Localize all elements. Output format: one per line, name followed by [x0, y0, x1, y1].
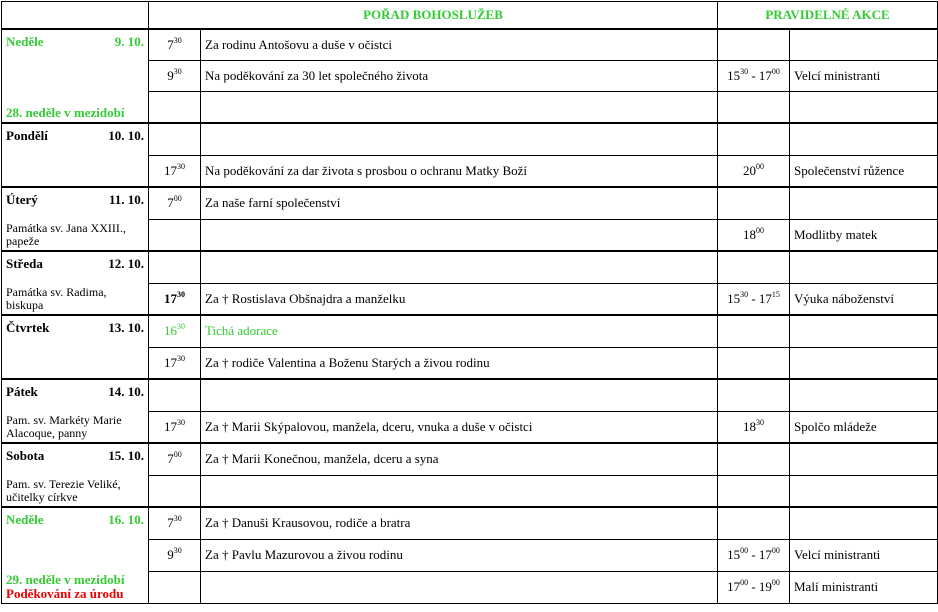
mass-intention: Za † Danuši Krausovou, rodiče a bratra [201, 507, 718, 539]
mass-time [149, 411, 201, 443]
day-name: Středa [6, 256, 43, 271]
sunday-note: 29. neděle v mezidobí [6, 571, 125, 587]
day-cell [2, 29, 149, 123]
mass-intention: Za † Pavlu Mazurovou a živou rodinu [201, 539, 718, 571]
mass-time-minute: 30 [177, 161, 185, 171]
event-from-hour: 18 [743, 226, 756, 242]
mass-intention [201, 379, 718, 411]
mass-schedule-title: POŘAD BOHOSLUŽEB [149, 2, 718, 30]
event-from-minute: 00 [756, 161, 764, 171]
day-cell [2, 123, 149, 187]
day-date: 15. 10. [108, 448, 144, 463]
mass-time-hour: 16 [164, 323, 177, 339]
day-name: Neděle [6, 34, 44, 49]
mass-time-hour: 17 [164, 290, 177, 306]
event-name [790, 251, 938, 283]
event-time [718, 60, 790, 91]
day-date: 10. 10. [108, 128, 144, 143]
schedule-row [2, 123, 938, 155]
mass-intention [201, 91, 718, 123]
mass-intention [201, 219, 718, 251]
day-date: 11. 10. [108, 192, 144, 207]
event-time [718, 123, 790, 155]
mass-time [149, 155, 201, 187]
day-bottom-note [6, 573, 124, 601]
mass-time-minute: 00 [173, 450, 182, 460]
mass-time-hour: 9 [167, 67, 174, 83]
day-date: 16. 10. [108, 512, 144, 527]
mass-time [149, 29, 201, 60]
event-to-hour: 17 [758, 290, 772, 306]
mass-time-hour: 7 [167, 195, 174, 211]
event-time [718, 347, 790, 379]
sunday-note: 28. neděle v mezidobí [6, 105, 125, 120]
day-cell [2, 187, 149, 251]
day-name: Čtvrtek [6, 320, 50, 335]
schedule-row [2, 187, 938, 219]
day-cell [2, 251, 149, 315]
mass-time [149, 60, 201, 91]
event-name [790, 187, 938, 219]
event-name [790, 507, 938, 539]
event-name [790, 315, 938, 347]
event-name: Malí ministranti [790, 571, 938, 603]
schedule-row [2, 443, 938, 475]
mass-intention [201, 251, 718, 283]
mass-time [149, 443, 201, 475]
time-separator: - [748, 290, 759, 306]
day-name: Neděle [6, 512, 44, 527]
mass-time-minute: 30 [177, 417, 185, 427]
mass-time-minute: 30 [177, 289, 185, 299]
event-name [790, 91, 938, 123]
mass-time [149, 379, 201, 411]
event-from-hour: 18 [743, 418, 756, 434]
event-to-minute: 00 [771, 546, 780, 555]
day-bottom-note [6, 106, 124, 120]
day-name: Sobota [6, 448, 45, 463]
event-from-minute: 30 [740, 289, 749, 299]
event-from-minute: 00 [740, 546, 749, 555]
header-row [2, 2, 938, 30]
mass-time-minute: 30 [173, 514, 182, 524]
mass-time-hour: 9 [167, 547, 174, 562]
event-from-hour: 17 [727, 579, 741, 594]
day-feast-note: Památka sv. Jana XXIII., papeže [6, 221, 126, 248]
mass-intention: Na poděkování za dar života s prosbou o ochranu Matky Boží [201, 155, 718, 187]
day-cell [2, 507, 149, 603]
mass-time-hour: 17 [164, 418, 177, 434]
event-time [718, 219, 790, 251]
time-separator: - [748, 547, 759, 562]
mass-time [149, 347, 201, 379]
event-name [790, 443, 938, 475]
day-name: Úterý [6, 192, 38, 207]
day-feast-note: Pam. sv. Terezie Veliké, učitelky církve [6, 477, 121, 504]
mass-intention: Za naše farní společenství [201, 187, 718, 219]
mass-time [149, 219, 201, 251]
mass-intention: Na poděkování za 30 let společného života [201, 60, 718, 91]
event-time [718, 91, 790, 123]
mass-time-hour: 7 [167, 515, 174, 531]
mass-time [149, 251, 201, 283]
event-from-minute: 30 [740, 66, 749, 76]
mass-time-hour: 7 [167, 36, 174, 52]
mass-intention [201, 571, 718, 603]
event-name: Modlitby matek [790, 219, 938, 251]
event-time [718, 443, 790, 475]
mass-time-hour: 17 [164, 354, 177, 370]
mass-time-minute: 30 [173, 546, 182, 555]
event-time [718, 29, 790, 60]
event-time [718, 411, 790, 443]
time-separator: - [748, 67, 759, 83]
mass-time-minute: 30 [177, 353, 185, 363]
event-name: Společenství růžence [790, 155, 938, 187]
schedule-row [2, 507, 938, 539]
day-date: 14. 10. [108, 384, 144, 399]
header-blank [2, 2, 149, 30]
event-to-minute: 00 [771, 578, 780, 587]
event-name: Spolčo mládeže [790, 411, 938, 443]
event-name [790, 123, 938, 155]
mass-time-minute: 30 [177, 322, 185, 332]
event-from-minute: 30 [756, 417, 764, 427]
mass-intention: Za † Rostislava Obšnajdra a manželku [201, 283, 718, 315]
event-time [718, 187, 790, 219]
event-time [718, 379, 790, 411]
mass-intention [201, 475, 718, 507]
mass-time-minute: 30 [173, 35, 182, 45]
day-feast-note: Památka sv. Radima, biskupa [6, 285, 107, 312]
feast-note: Poděkování za úrodu [6, 585, 124, 601]
event-time [718, 315, 790, 347]
mass-intention: Za † Marii Skýpalovou, manžela, dceru, vnuka a duše v očistci [201, 411, 718, 443]
event-to-hour: 17 [758, 67, 772, 83]
event-name: Velcí ministranti [790, 539, 938, 571]
mass-time [149, 123, 201, 155]
day-cell [2, 443, 149, 507]
mass-intention: Za † rodiče Valentina a Boženu Starých a živou rodinu [201, 347, 718, 379]
event-from-minute: 00 [740, 578, 749, 587]
mass-intention: Za † Marii Konečnou, manžela, dceru a syna [201, 443, 718, 475]
mass-time-minute: 00 [173, 194, 182, 204]
mass-time-hour: 7 [167, 451, 174, 467]
event-name [790, 475, 938, 507]
day-name: Pondělí [6, 128, 48, 143]
mass-intention [201, 123, 718, 155]
mass-time [149, 475, 201, 507]
mass-time [149, 507, 201, 539]
event-to-minute: 15 [771, 289, 780, 299]
event-name [790, 347, 938, 379]
event-time [718, 155, 790, 187]
event-name [790, 29, 938, 60]
event-time [718, 507, 790, 539]
event-from-hour: 15 [727, 547, 741, 562]
event-time [718, 475, 790, 507]
schedule-table [1, 1, 938, 604]
mass-time [149, 315, 201, 347]
event-from-hour: 15 [727, 290, 741, 306]
day-date: 9. 10. [114, 34, 144, 49]
event-to-hour: 19 [758, 579, 772, 594]
schedule-row [2, 251, 938, 283]
event-from-minute: 00 [756, 225, 764, 235]
day-cell [2, 379, 149, 443]
event-time [718, 539, 790, 571]
day-name: Pátek [6, 384, 38, 399]
event-from-hour: 15 [727, 67, 741, 83]
mass-time-minute: 30 [173, 66, 182, 76]
schedule-row [2, 29, 938, 60]
day-date: 12. 10. [108, 256, 144, 271]
mass-time [149, 283, 201, 315]
event-name: Velcí ministranti [790, 60, 938, 91]
event-to-minute: 00 [771, 66, 780, 76]
regular-events-title: PRAVIDELNÉ AKCE [718, 2, 938, 30]
schedule-row [2, 379, 938, 411]
day-feast-note: Pam. sv. Markéty Marie Alacoque, panny [6, 413, 122, 440]
mass-time [149, 571, 201, 603]
event-name [790, 379, 938, 411]
mass-time-hour: 17 [164, 162, 177, 178]
mass-time [149, 91, 201, 123]
event-from-hour: 20 [743, 162, 756, 178]
mass-time [149, 539, 201, 571]
mass-time [149, 187, 201, 219]
event-to-hour: 17 [758, 547, 772, 562]
event-name: Výuka náboženství [790, 283, 938, 315]
event-time [718, 251, 790, 283]
time-separator: - [748, 579, 759, 594]
day-date: 13. 10. [108, 320, 144, 335]
schedule-row [2, 315, 938, 347]
mass-intention: Tichá adorace [201, 315, 718, 347]
mass-intention: Za rodinu Antošovu a duše v očistci [201, 29, 718, 60]
day-cell [2, 315, 149, 379]
event-time [718, 283, 790, 315]
event-time [718, 571, 790, 603]
